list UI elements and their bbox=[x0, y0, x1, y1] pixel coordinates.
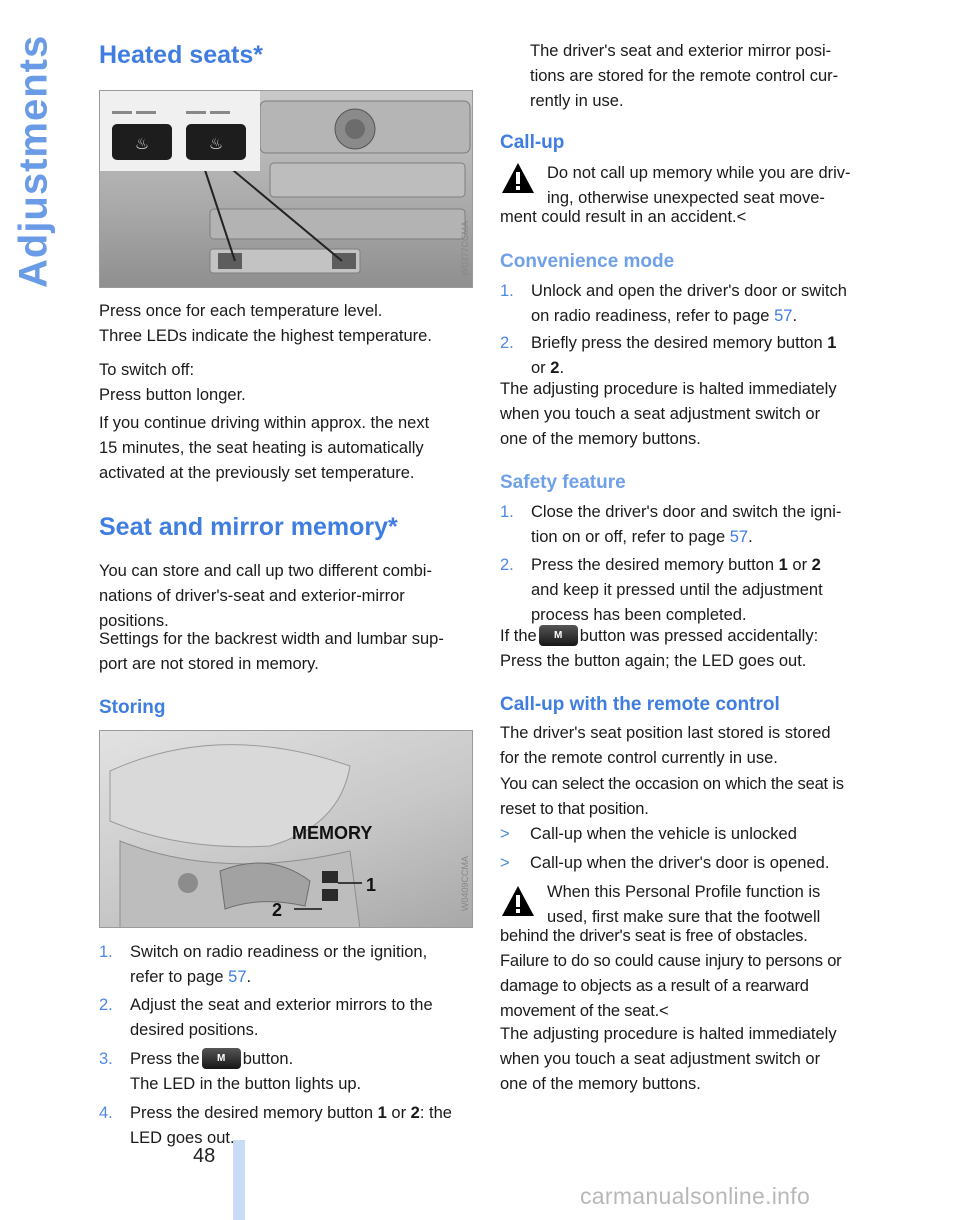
list-item: 2. Press the desired memory button 1 or 2 and keep it pressed until the adjustment process has been completed. bbox=[500, 556, 823, 624]
watermark: carmanualsonline.info bbox=[580, 1183, 811, 1209]
list-item: 1. Unlock and open the driver's door or switch on radio readiness, refer to page 57. bbox=[500, 282, 847, 325]
paragraph: You can store and call up two different combi- nations of driver's-seat and exterior-mirror positions. bbox=[99, 562, 432, 630]
memory-button-icon: M bbox=[539, 625, 578, 646]
callout-1: 1 bbox=[366, 875, 377, 895]
bullet-item: > Call-up when the driver's door is opened. bbox=[500, 854, 830, 872]
image-code: W0377CCMA bbox=[460, 221, 470, 277]
list-item: 1. Close the driver's door and switch the igni- tion on or off, refer to page 57. bbox=[500, 503, 842, 546]
paragraph: Settings for the backrest width and lumbar sup- port are not stored in memory. bbox=[99, 630, 444, 673]
warning-text: When this Personal Profile function is used, first make sure that the footwell bbox=[547, 883, 821, 926]
image-code: W0409CCMA bbox=[460, 856, 470, 912]
page-number-bar bbox=[233, 1140, 245, 1220]
safety-heading: Safety feature bbox=[500, 472, 626, 493]
heated-seats-photo bbox=[99, 90, 473, 288]
storing-heading: Storing bbox=[99, 697, 166, 718]
seat-memory-illustration bbox=[100, 731, 473, 928]
warning-text-cont: behind the driver's seat is free of obstacles. Failure to do so could cause injury to persons or damage to objects as a result of a rearward movement of the seat.< bbox=[500, 927, 842, 1020]
callout-2: 2 bbox=[272, 900, 283, 920]
list-item: 2. Briefly press the desired memory button 1 or 2. bbox=[500, 334, 837, 377]
svg-text:♨: ♨ bbox=[208, 134, 224, 153]
paragraph: To switch off: Press button longer. bbox=[99, 361, 246, 404]
paragraph: The driver's seat and exterior mirror posi- tions are stored for the remote control cur- rently in use. bbox=[530, 42, 839, 110]
paragraph: You can select the occasion on which the seat is reset to that position. bbox=[500, 775, 844, 818]
paragraph: The adjusting procedure is halted immediately when you touch a seat adjustment switch or one of the memory buttons. bbox=[500, 1025, 837, 1093]
memory-heading: Seat and mirror memory* bbox=[99, 513, 398, 541]
bullet-item: > Call-up when the vehicle is unlocked bbox=[500, 825, 797, 843]
heated-seats-heading: Heated seats* bbox=[99, 41, 263, 69]
paragraph: Press once for each temperature level. Three LEDs indicate the highest temperature. bbox=[99, 302, 432, 345]
list-item: 2. Adjust the seat and exterior mirrors to the desired positions. bbox=[99, 996, 433, 1039]
remote-heading: Call-up with the remote control bbox=[500, 694, 780, 715]
callup-heading: Call-up bbox=[500, 132, 565, 153]
warning-text-cont: ment could result in an accident.< bbox=[500, 208, 747, 226]
page-link[interactable]: 57 bbox=[774, 307, 793, 325]
memory-button-icon: M bbox=[202, 1048, 241, 1069]
page-number: 48 bbox=[193, 1145, 216, 1167]
heated-seats-illustration bbox=[100, 91, 473, 288]
svg-text:♨: ♨ bbox=[134, 134, 150, 153]
chapter-sidebar-title: Adjustments bbox=[11, 34, 56, 288]
paragraph: If you continue driving within approx. the next 15 minutes, the seat heating is automatically activated at the previously set temperature. bbox=[99, 414, 430, 482]
warning-icon bbox=[500, 161, 536, 195]
list-item: 3. Press the M button. The LED in the button lights up. bbox=[99, 1047, 475, 1097]
page-link[interactable]: 57 bbox=[729, 528, 749, 546]
paragraph: The driver's seat position last stored is stored for the remote control currently in use. bbox=[500, 724, 831, 767]
memory-seat-photo bbox=[99, 730, 473, 928]
memory-label: MEMORY bbox=[292, 823, 373, 843]
paragraph: If the M button was pressed accidentally: Press the button again; the LED goes out. bbox=[500, 624, 818, 674]
convenience-heading: Convenience mode bbox=[500, 251, 675, 272]
list-item: 1. Switch on radio readiness or the ignition, refer to page 57. bbox=[99, 943, 428, 986]
page-link[interactable]: 57 bbox=[228, 968, 247, 986]
list-item: 4. Press the desired memory button 1 or 2: the LED goes out. bbox=[99, 1104, 452, 1147]
paragraph: The adjusting procedure is halted immediately when you touch a seat adjustment switch or one of the memory buttons. bbox=[500, 380, 837, 448]
warning-icon bbox=[500, 884, 536, 918]
warning-text: Do not call up memory while you are driv- ing, otherwise unexpected seat move- bbox=[547, 164, 851, 207]
